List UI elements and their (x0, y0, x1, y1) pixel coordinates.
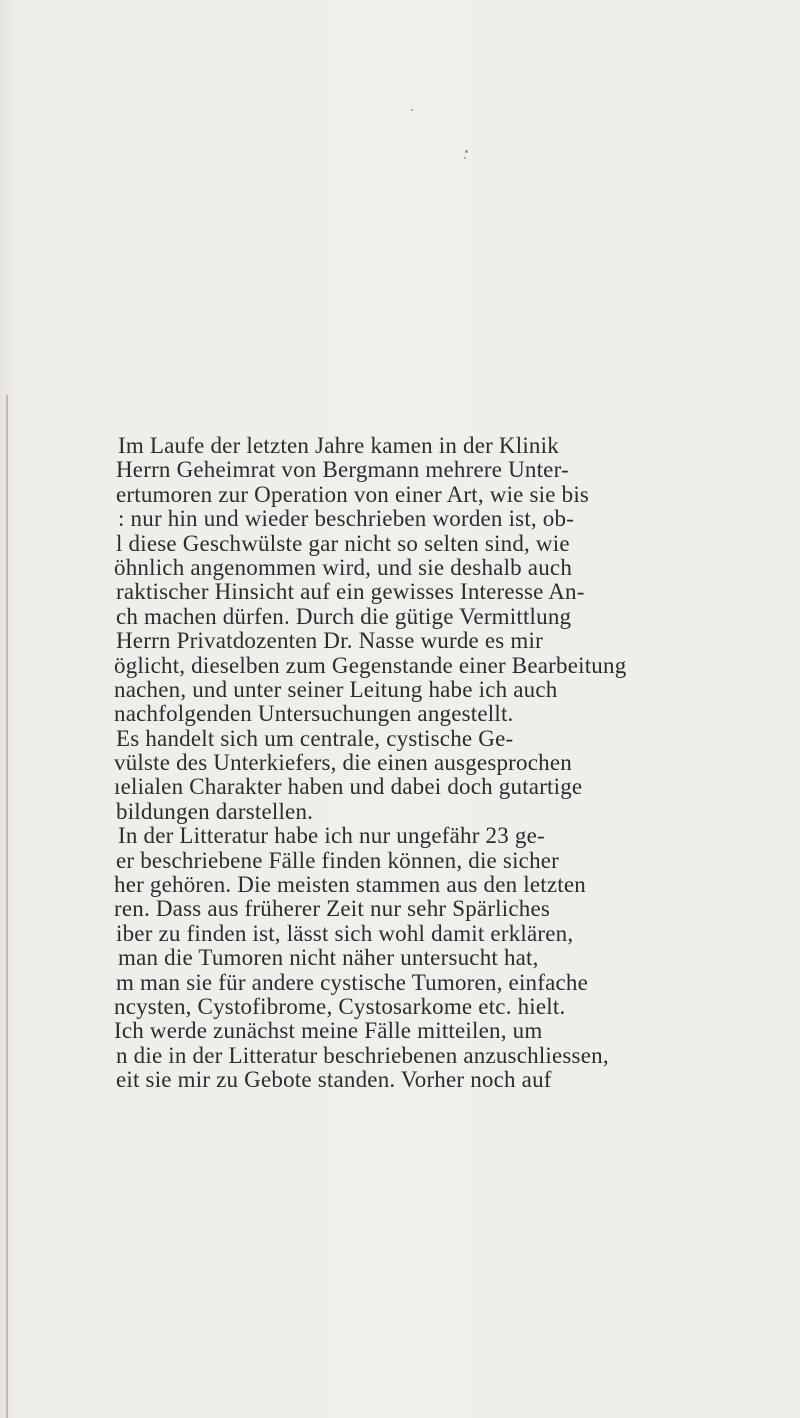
text-line: bildungen darstellen. (116, 798, 314, 824)
text-line: öhnlich angenommen wird, und sie deshalb auch (114, 554, 573, 580)
text-line: iber zu finden ist, lässt sich wohl damit erklären, (116, 920, 574, 946)
scan-speck (411, 109, 413, 111)
page-binding-edge (6, 395, 8, 1418)
text-line: Ich werde zunächst meine Fälle mitteilen, um (114, 1018, 543, 1044)
text-line: ncysten, Cystofibrome, Cystosarkome etc. hielt. (114, 993, 566, 1019)
text-line: In der Litteratur habe ich nur ungefähr 23 ge- (118, 823, 545, 849)
text-line: : nur hin und wieder beschrieben worden ist, ob- (118, 506, 575, 532)
text-line: ertumoren zur Operation von einer Art, wie sie bis (116, 481, 590, 507)
scan-speck (464, 157, 466, 159)
text-line: Herrn Privatdozenten Dr. Nasse wurde es mir (116, 628, 543, 654)
text-line: man die Tumoren nicht näher untersucht hat, (118, 945, 539, 971)
text-line: Herrn Geheimrat von Bergmann mehrere Unter- (116, 457, 569, 483)
text-line: er beschriebene Fälle finden können, die sicher (116, 847, 560, 873)
text-line: vülste des Unterkiefers, die einen ausgesprochen (114, 750, 572, 776)
text-line: nachfolgenden Untersuchungen angestellt. (114, 701, 514, 727)
text-line: ıelialen Charakter haben und dabei doch gutartige (114, 774, 583, 800)
text-line: Es handelt sich um centrale, cystische Ge- (116, 725, 514, 751)
text-line: Im Laufe der letzten Jahre kamen in der Klinik (118, 433, 559, 458)
text-line: raktischer Hinsicht auf ein gewisses Interesse An- (116, 579, 585, 605)
text-line: ch machen dürfen. Durch die gütige Vermittlung (116, 603, 572, 629)
text-line: n die in der Litteratur beschriebenen anzuschliessen, (116, 1042, 609, 1068)
text-line: ren. Dass aus früherer Zeit nur sehr Spärliches (114, 896, 551, 922)
scan-speck (465, 150, 468, 153)
text-line: her gehören. Die meisten stammen aus den letzten (114, 872, 586, 898)
text-line: l diese Geschwülste gar nicht so selten sind, wie (116, 530, 570, 556)
text-line: öglicht, dieselben zum Gegenstande einer Bearbeitung (114, 652, 627, 678)
text-line: m man sie für andere cystische Tumoren, einfache (116, 969, 589, 995)
text-line: nachen, und unter seiner Leitung habe ich auch (114, 676, 558, 702)
body-text (114, 433, 798, 1093)
text-line: eit sie mir zu Gebote standen. Vorher noch auf (116, 1067, 552, 1093)
